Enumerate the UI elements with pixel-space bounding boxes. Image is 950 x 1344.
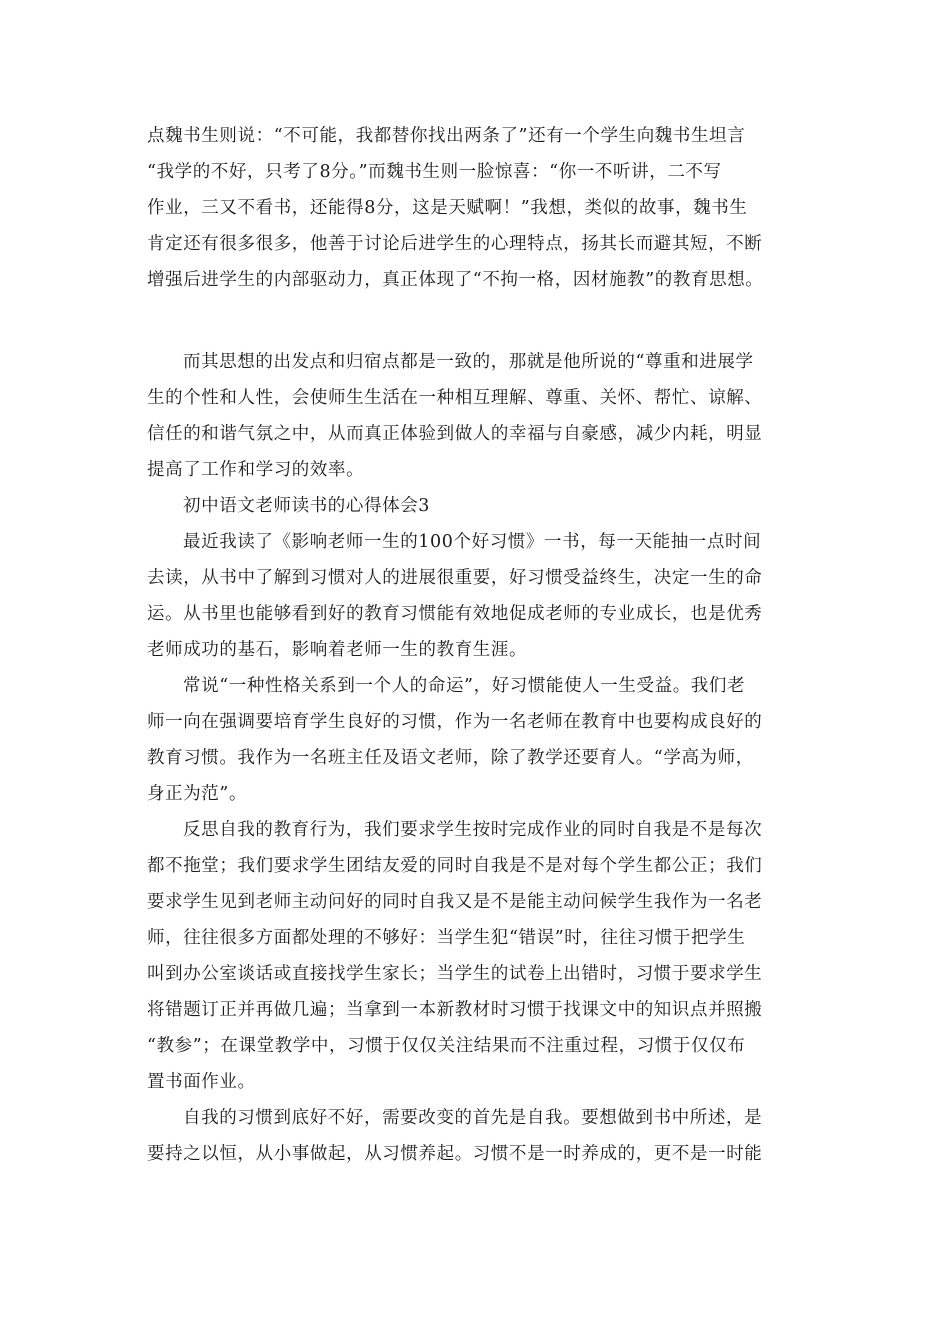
- text-line: 师一向在强调要培育学生良好的习惯，作为一名老师在教育中也要构成良好的: [147, 712, 763, 732]
- text-line: 增强后进学生的内部驱动力，真正体现了“不拘一格，因材施教”的教育思想。: [147, 270, 764, 290]
- text-line: 肯定还有很多很多，他善于讨论后进学生的心理特点，扬其长而避其短，不断: [147, 234, 763, 254]
- text-line: 叫到办公室谈话或直接找学生家长；当学生的试卷上出错时，习惯于要求学生: [147, 964, 763, 984]
- text-line: 最近我读了《影响老师一生的100个好习惯》一书，每一天能抽一点时间: [183, 532, 762, 552]
- text-line: 自我的习惯到底好不好，需要改变的首先是自我。要想做到书中所述，是: [183, 1108, 763, 1128]
- text-line: “我学的不好，只考了8分。”而魏书生则一脸惊喜：“你一不听讲，二不写: [147, 162, 722, 182]
- text-line: 将错题订正并再做几遍；当拿到一本新教材时习惯于找课文中的知识点并照搬: [147, 1000, 763, 1020]
- text-line: 要持之以恒，从小事做起，从习惯养起。习惯不是一时养成的，更不是一时能: [147, 1144, 763, 1164]
- text-line: 师，往往很多方面都处理的不够好：当学生犯“错误”时，往往习惯于把学生: [147, 928, 746, 948]
- section-heading: 初中语文老师读书的心得体会3: [183, 496, 431, 516]
- text-line: 作业，三又不看书，还能得8分，这是天赋啊！”我想，类似的故事，魏书生: [147, 198, 748, 218]
- text-line: 运。从书里也能够看到好的教育习惯能有效地促成老师的专业成长，也是优秀: [147, 604, 763, 624]
- text-line: “教参”；在课堂教学中，习惯于仅仅关注结果而不注重过程，习惯于仅仅布: [147, 1036, 746, 1056]
- text-line: 要求学生见到老师主动问好的同时自我又是不是能主动问候学生我作为一名老: [147, 892, 763, 912]
- text-line: 生的个性和人性，会使师生生活在一种相互理解、尊重、关怀、帮忙、谅解、: [147, 388, 763, 408]
- text-line: 老师成功的基石，影响着老师一生的教育生涯。: [147, 640, 528, 660]
- text-line: 信任的和谐气氛之中，从而真正体验到做人的幸福与自豪感，减少内耗，明显: [147, 424, 763, 444]
- text-line: 置书面作业。: [147, 1072, 256, 1092]
- text-line: 身正为范”。: [147, 784, 248, 804]
- text-line: 而其思想的出发点和归宿点都是一致的，那就是他所说的“尊重和进展学: [183, 352, 754, 372]
- text-line: 教育习惯。我作为一名班主任及语文老师，除了教学还要育人。“学高为师，: [147, 748, 754, 768]
- text-line: 提高了工作和学习的效率。: [147, 460, 365, 480]
- text-line: 常说“一种性格关系到一个人的命运”，好习惯能使人一生受益。我们老: [183, 676, 746, 696]
- text-line: 去读，从书中了解到习惯对人的进展很重要，好习惯受益终生，决定一生的命: [147, 568, 763, 588]
- text-line: 反思自我的教育行为，我们要求学生按时完成作业的同时自我是不是每次: [183, 820, 763, 840]
- text-line: 点魏书生则说：“不可能，我都替你找出两条了”还有一个学生向魏书生坦言: [147, 126, 746, 146]
- text-line: 都不拖堂；我们要求学生团结友爱的同时自我是不是对每个学生都公正；我们: [147, 856, 763, 876]
